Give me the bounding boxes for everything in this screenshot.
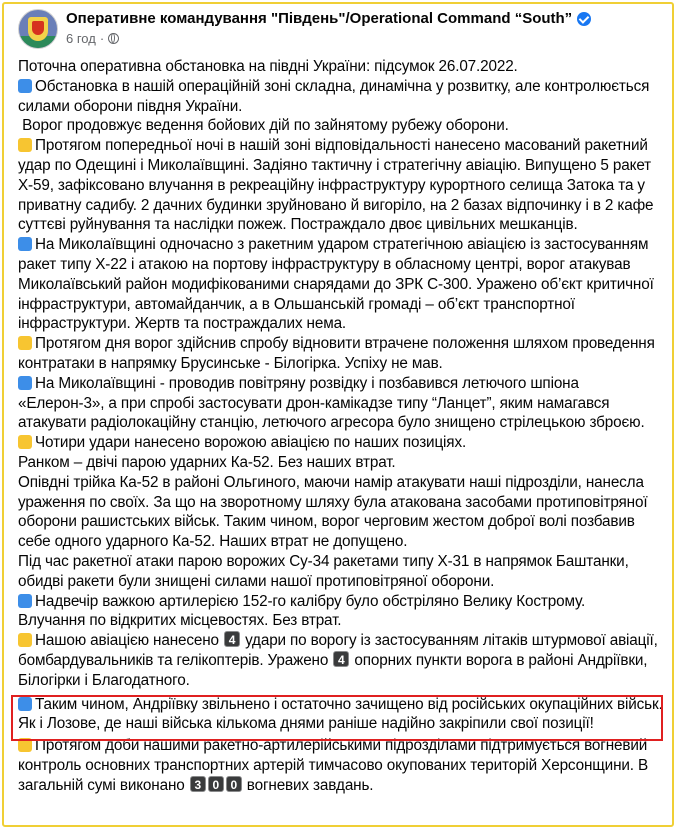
paragraph-text: Нашою авіацією нанесено <box>35 632 223 650</box>
paragraph-text: Таким чином, Андріївку звільнено і остаточно зачищено від російських окупаційних військ. Як і Лозове, де наші війська кількома днями раніше надійно закріпили свої позиції! <box>18 695 663 733</box>
paragraph-text: Протягом дня ворог здійснив спробу відновити втрачене положення шляхом проведення контратаки в напрямку Брусинське - Білогірка. Успіху не мав. <box>18 335 655 372</box>
keycap-digit: 0 <box>226 776 242 792</box>
paragraph-text: Чотири удари нанесено ворожою авіацією по наших позиціях. <box>35 434 467 452</box>
keycap-digit: 3 <box>190 776 206 792</box>
keycap-digit: 0 <box>208 776 224 792</box>
paragraph <box>18 77 668 117</box>
blue-square-icon <box>18 594 32 608</box>
yellow-square-icon <box>18 435 32 449</box>
page-name-link[interactable] <box>66 9 591 28</box>
paragraph-text: опорних пункти ворога в районі Андріївки, Білогірки і Благодатного. <box>18 651 648 689</box>
paragraph <box>18 631 668 690</box>
paragraph <box>18 235 668 334</box>
paragraph: Опівдні трійка Ка-52 в районі Ольгиного, маючи намір атакувати наші підрозділи, нанесла ураження по своїх. За що на зворотному шляху була атакована засобами протиповітряної оборони рашистських військ. Таким чином, ворог черговим жестом доброї волі позбавив себе одного ударного Ка-52. Наших втрат не допущено. <box>18 473 648 551</box>
paragraph-text: На Миколаївщині одночасно з ракетним ударом стратегічною авіацією із застосуванням ракет типу Х-22 і атакою на портову інфраструктуру в обласному центрі, ворог атакував Миколаївський район модифікованими снарядами до ЗРК С-300. Уражено об’єкт критичної інфраструктури, автомайданчик, а в Ольшанській громаді – об’єкт транспортної інфраструктури. Жертв та постраждалих нема. <box>18 236 654 333</box>
paragraph-text: Надвечір важкою артилерією 152-го калібру було обстріляно Велику Кострому. <box>35 592 586 610</box>
page-avatar[interactable] <box>18 9 58 49</box>
paragraph-summary: Поточна оперативна обстановка на півдні України: підсумок 26.07.2022. <box>18 58 518 75</box>
paragraph <box>18 433 668 453</box>
paragraph <box>18 136 668 235</box>
paragraph: Ранком – двічі парою ударних Ка-52. Без наших втрат. <box>18 453 396 471</box>
paragraph <box>18 374 668 433</box>
paragraph-text: Протягом попередньої ночі в нашій зоні відповідальності нанесено масований ракетний удар по Одещині і Миколаївщині. Задіяно тактичну і стратегічну авіацію. Випущено 5 ракет Х-59, зафіксовано влучання в рекреаційну інфраструктуру курортного селища Затока та у приватну садибу. 2 дачних будинки зруйновано й вигоріло, на 2 базах відпочинку і в 2 кафе суттєві руйнування та наслідки пожеж. Постраждало двоє цивільних мешканців. <box>18 137 654 234</box>
post-header <box>18 9 591 49</box>
yellow-square-icon <box>18 138 32 152</box>
post-subline <box>66 31 591 46</box>
paragraph-text: вогневих завдань. <box>242 776 374 794</box>
paragraph-highlighted <box>18 691 668 735</box>
blue-square-icon <box>18 697 32 711</box>
paragraph-text: Обстановка в нашій операційній зоні складна, динамічна у розвитку, але контролюється силами оборони півдня України. <box>18 77 650 115</box>
globe-icon[interactable] <box>108 33 119 44</box>
post-body <box>18 57 668 795</box>
paragraph <box>18 334 668 374</box>
verified-badge-icon <box>577 12 591 26</box>
page-name[interactable]: Оперативне командування "Південь"/Operational Command “South” <box>66 10 573 27</box>
paragraph-text: удари по ворогу із застосуванням літаків штурмової авіації, бомбардувальників та гелікоптерів. Уражено <box>18 632 658 669</box>
paragraph: Ворог продовжує ведення бойових дій по зайнятому рубежу оборони. <box>18 117 509 135</box>
paragraph <box>18 592 668 612</box>
paragraph: Влучання по відкритих місцевостях. Без втрат. <box>18 612 342 630</box>
yellow-square-icon <box>18 738 32 752</box>
yellow-square-icon <box>18 633 32 647</box>
keycap-digit: 4 <box>333 651 349 667</box>
yellow-square-icon <box>18 336 32 350</box>
blue-square-icon <box>18 237 32 251</box>
paragraph-text: На Миколаївщині - проводив повітряну розвідку і позбавився летючого шпіона «Елерон-3», а при спробі застосувати дрон-камікадзе типу “Ланцет”, яким намагався атакувати радіолокаційну станцію, летючого агресора було знищено стрілецькою зброєю. <box>18 374 645 432</box>
post-time[interactable]: 6 год <box>66 31 96 46</box>
post-meta <box>66 9 591 46</box>
paragraph: Під час ракетної атаки парою ворожих Су-34 ракетами типу Х-31 в напрямок Баштанки, обидві ракети були знищені силами нашої протиповітряної оборони. <box>18 552 629 590</box>
paragraph <box>18 734 668 795</box>
keycap-digit: 4 <box>224 631 240 647</box>
separator: · <box>99 31 105 46</box>
paragraph-text: Протягом доби нашими ракетно-артилерійськими підрозділами підтримується вогневий контроль основних транспортних артерій тимчасово окупованих територій Херсонщини. В загальній сумі виконано <box>18 737 649 794</box>
blue-square-icon <box>18 376 32 390</box>
blue-square-icon <box>18 79 32 93</box>
